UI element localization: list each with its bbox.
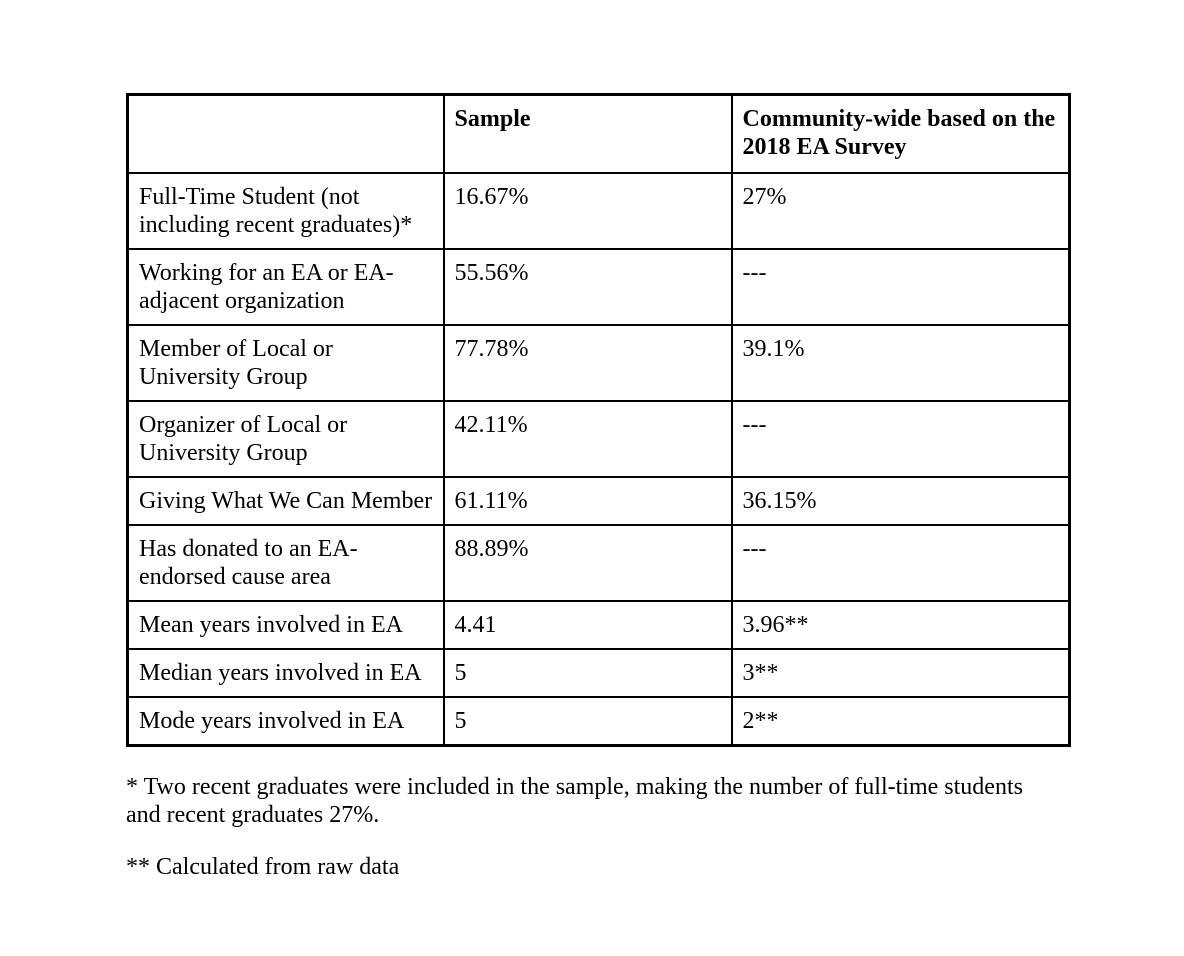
community-value: 3.96**	[732, 601, 1070, 649]
row-label: Mean years involved in EA	[128, 601, 444, 649]
community-value: 2**	[732, 697, 1070, 746]
sample-value: 4.41	[444, 601, 732, 649]
sample-value: 55.56%	[444, 249, 732, 325]
column-header-community: Community-wide based on the 2018 EA Survey	[732, 95, 1070, 174]
row-label: Median years involved in EA	[128, 649, 444, 697]
table-row	[128, 325, 1070, 401]
community-value: ---	[732, 249, 1070, 325]
row-label: Giving What We Can Member	[128, 477, 444, 525]
sample-value: 16.67%	[444, 173, 732, 249]
footnote-double-asterisk: ** Calculated from raw data	[126, 854, 400, 880]
row-label: Has donated to an EA-endorsed cause area	[128, 525, 444, 601]
column-header-sample: Sample	[444, 95, 732, 174]
sample-value: 61.11%	[444, 477, 732, 525]
document-page	[126, 93, 1068, 881]
table-row	[128, 401, 1070, 477]
table-row	[128, 477, 1070, 525]
community-value: ---	[732, 525, 1070, 601]
row-label: Working for an EA or EA-adjacent organization	[128, 249, 444, 325]
sample-value: 42.11%	[444, 401, 732, 477]
sample-value: 5	[444, 697, 732, 746]
table-row	[128, 601, 1070, 649]
table-row	[128, 649, 1070, 697]
sample-value: 88.89%	[444, 525, 732, 601]
header-row	[128, 95, 1070, 174]
row-label: Mode years involved in EA	[128, 697, 444, 746]
community-value: ---	[732, 401, 1070, 477]
community-value: 36.15%	[732, 477, 1070, 525]
row-label: Member of Local or University Group	[128, 325, 444, 401]
community-value: 27%	[732, 173, 1070, 249]
ea-sample-comparison-table	[126, 93, 1071, 747]
community-value: 39.1%	[732, 325, 1070, 401]
column-header-blank	[128, 95, 444, 174]
row-label: Full-Time Student (not including recent graduates)*	[128, 173, 444, 249]
row-label: Organizer of Local or University Group	[128, 401, 444, 477]
footnote-single-asterisk: * Two recent graduates were included in the sample, making the number of full-time students and recent graduates 27%.	[126, 774, 1023, 828]
table-row	[128, 173, 1070, 249]
community-value: 3**	[732, 649, 1070, 697]
table-row	[128, 697, 1070, 746]
sample-value: 5	[444, 649, 732, 697]
table-row	[128, 249, 1070, 325]
sample-value: 77.78%	[444, 325, 732, 401]
table-row	[128, 525, 1070, 601]
